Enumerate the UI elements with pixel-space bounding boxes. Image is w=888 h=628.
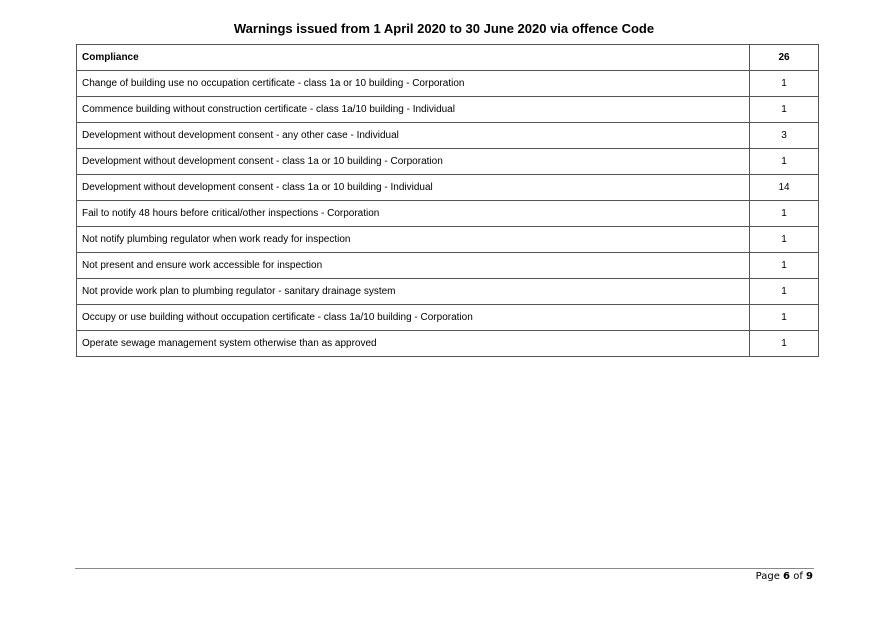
of-word: of <box>793 571 803 582</box>
table-row <box>77 279 819 305</box>
offence-label: Operate sewage management system otherwise than as approved <box>77 331 750 357</box>
offence-label: Development without development consent - class 1a or 10 building - Corporation <box>77 149 750 175</box>
offence-count: 1 <box>750 71 819 97</box>
table-row <box>77 71 819 97</box>
offence-label: Change of building use no occupation certificate - class 1a or 10 building - Corporation <box>77 71 750 97</box>
page-title: Warnings issued from 1 April 2020 to 30 June 2020 via offence Code <box>233 21 655 36</box>
offence-count: 1 <box>750 305 819 331</box>
page-number: 6 <box>783 571 791 582</box>
offence-count: 1 <box>750 279 819 305</box>
offence-label: Fail to notify 48 hours before critical/other inspections - Corporation <box>77 201 750 227</box>
offence-label: Development without development consent - any other case - Individual <box>77 123 750 149</box>
header-category: Compliance <box>77 45 750 71</box>
table-row <box>77 227 819 253</box>
offence-count: 1 <box>750 201 819 227</box>
offence-count: 1 <box>750 149 819 175</box>
offence-count: 3 <box>750 123 819 149</box>
offence-count: 1 <box>750 253 819 279</box>
table-row <box>77 201 819 227</box>
offence-label: Not present and ensure work accessible for inspection <box>77 253 750 279</box>
table-row <box>77 331 819 357</box>
table-row <box>77 123 819 149</box>
warnings-table <box>76 44 819 357</box>
page-word: Page <box>755 571 780 582</box>
table-row <box>77 175 819 201</box>
offence-count: 14 <box>750 175 819 201</box>
offence-label: Not notify plumbing regulator when work ready for inspection <box>77 227 750 253</box>
table-row <box>77 149 819 175</box>
table-row <box>77 97 819 123</box>
footer-divider <box>75 568 814 569</box>
page-total: 9 <box>806 571 813 582</box>
table-row <box>77 253 819 279</box>
offence-label: Commence building without construction certificate - class 1a/10 building - Individual <box>77 97 750 123</box>
offence-count: 1 <box>750 97 819 123</box>
offence-label: Development without development consent - class 1a or 10 building - Individual <box>77 175 750 201</box>
page-footer <box>756 571 813 582</box>
table-header-row <box>77 45 819 71</box>
offence-label: Occupy or use building without occupation certificate - class 1a/10 building - Corporation <box>77 305 750 331</box>
table-row <box>77 305 819 331</box>
offence-label: Not provide work plan to plumbing regulator - sanitary drainage system <box>77 279 750 305</box>
offence-count: 1 <box>750 331 819 357</box>
offence-count: 1 <box>750 227 819 253</box>
header-total: 26 <box>750 45 819 71</box>
